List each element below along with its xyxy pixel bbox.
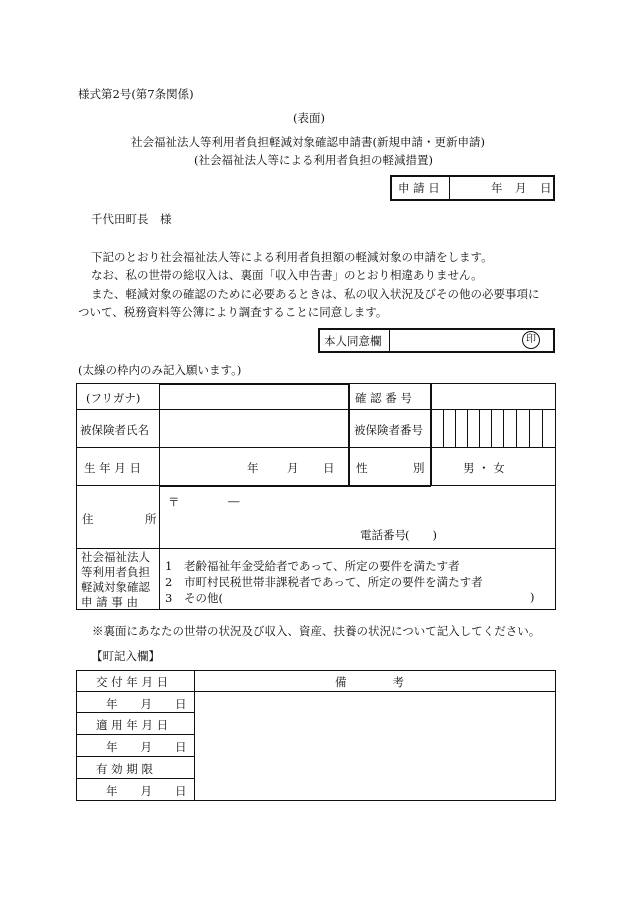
side-label: (表面) <box>293 111 325 125</box>
apply-date-value[interactable]: 年 月 日 <box>106 740 187 754</box>
expiry-value[interactable]: 年 月 日 <box>106 784 187 798</box>
birth-month[interactable]: 月 <box>287 461 299 475</box>
reason-text-1: 老齢福祉年金受給者であって、所定の要件を満たす者 <box>183 559 460 573</box>
birth-year[interactable]: 年 <box>247 461 259 475</box>
seal-mark[interactable]: 印 <box>522 331 540 349</box>
birth-day[interactable]: 日 <box>323 461 335 475</box>
remarks-field[interactable] <box>196 693 554 799</box>
postal-dash[interactable]: ― <box>228 494 240 508</box>
reason-text-2: 市町村民税世帯非課税者であって、所定の要件を満たす者 <box>183 575 483 589</box>
town-section-heading: 【町記入欄】 <box>91 649 160 663</box>
reason-num-1: 1 <box>165 559 173 573</box>
reason-option-1[interactable] <box>165 558 460 574</box>
reason-label-line-1: 社会福祉法人 <box>81 550 150 564</box>
reason-option-3[interactable] <box>165 590 223 606</box>
apply-date-label: 適 用 年 月 日 <box>96 718 169 732</box>
reason-num-3: 3 <box>165 591 173 605</box>
insured-number-label: 被保険者番号 <box>354 423 423 437</box>
confirm-number-label: 確 認 番 号 <box>355 391 412 405</box>
reason-label <box>81 550 150 610</box>
gender-options[interactable]: 男 ・ 女 <box>463 461 505 475</box>
phone-field[interactable]: ( ) <box>405 528 437 542</box>
application-date-label: 申 請 日 <box>398 181 440 195</box>
note-text: ※裏面にあなたの世帯の状況及び収入、資産、扶養の状況について記入してください。 <box>92 624 541 638</box>
issue-date-value[interactable]: 年 月 日 <box>106 697 187 711</box>
issue-date-label: 交 付 年 月 日 <box>96 675 169 689</box>
application-date-month[interactable]: 月 <box>515 181 527 195</box>
postal-mark: 〒 <box>168 495 180 509</box>
furigana-label: (フリガナ) <box>86 391 141 405</box>
expiry-label: 有 効 期 限 <box>96 762 153 776</box>
addressee: 千代田町長 様 <box>91 212 172 226</box>
address-label-2: 所 <box>145 512 157 526</box>
gender-label-2: 別 <box>413 461 425 475</box>
confirm-number-field[interactable] <box>432 386 554 408</box>
instruction-text: (太線の枠内のみ記入願います。) <box>78 363 242 377</box>
consent-label: 本人同意欄 <box>324 334 382 348</box>
application-date-day[interactable]: 日 <box>540 181 552 195</box>
reason-label-line-3: 軽減対象確認 <box>81 580 150 594</box>
body-paragraph-3-line-2: ついて、税務資料等公簿により調査することに同意します。 <box>78 305 388 319</box>
body-paragraph-2: なお、私の世帯の総収入は、裏面「収入申告書」のとおり相違ありません。 <box>91 268 483 282</box>
form-subtitle: (社会福祉法人等による利用者負担の軽減措置) <box>194 153 433 167</box>
gender-label-1: 性 <box>356 461 368 475</box>
reason-close-paren: ) <box>530 590 535 604</box>
reason-num-2: 2 <box>165 575 173 589</box>
reason-label-line-2: 等利用者負担 <box>81 565 150 579</box>
body-paragraph-3-line-1: また、軽減対象の確認のために必要あるときは、私の収入状況及びその他の必要事項に <box>91 287 540 301</box>
furigana-field[interactable] <box>160 386 348 408</box>
insured-number-field[interactable] <box>432 411 554 446</box>
reason-text-3: その他( <box>183 591 223 605</box>
insured-name-label: 被保険者氏名 <box>80 423 149 437</box>
remarks-label: 備 考 <box>335 675 404 689</box>
application-date-year[interactable]: 年 <box>491 181 503 195</box>
reason-option-2[interactable] <box>165 574 483 590</box>
birth-date-label: 生 年 月 日 <box>84 461 141 475</box>
address-label-1: 住 <box>82 512 94 526</box>
form-number: 様式第2号(第7条関係) <box>78 87 194 101</box>
phone-label: 電話番号 <box>360 528 406 542</box>
insured-name-field[interactable] <box>160 411 348 446</box>
form-title: 社会福祉法人等利用者負担軽減対象確認申請書(新規申請・更新申請) <box>131 135 485 149</box>
reason-label-line-4: 申 請 事 由 <box>81 595 138 609</box>
body-paragraph-1: 下記のとおり社会福祉法人等による利用者負担額の軽減対象の申請をします。 <box>91 250 493 264</box>
